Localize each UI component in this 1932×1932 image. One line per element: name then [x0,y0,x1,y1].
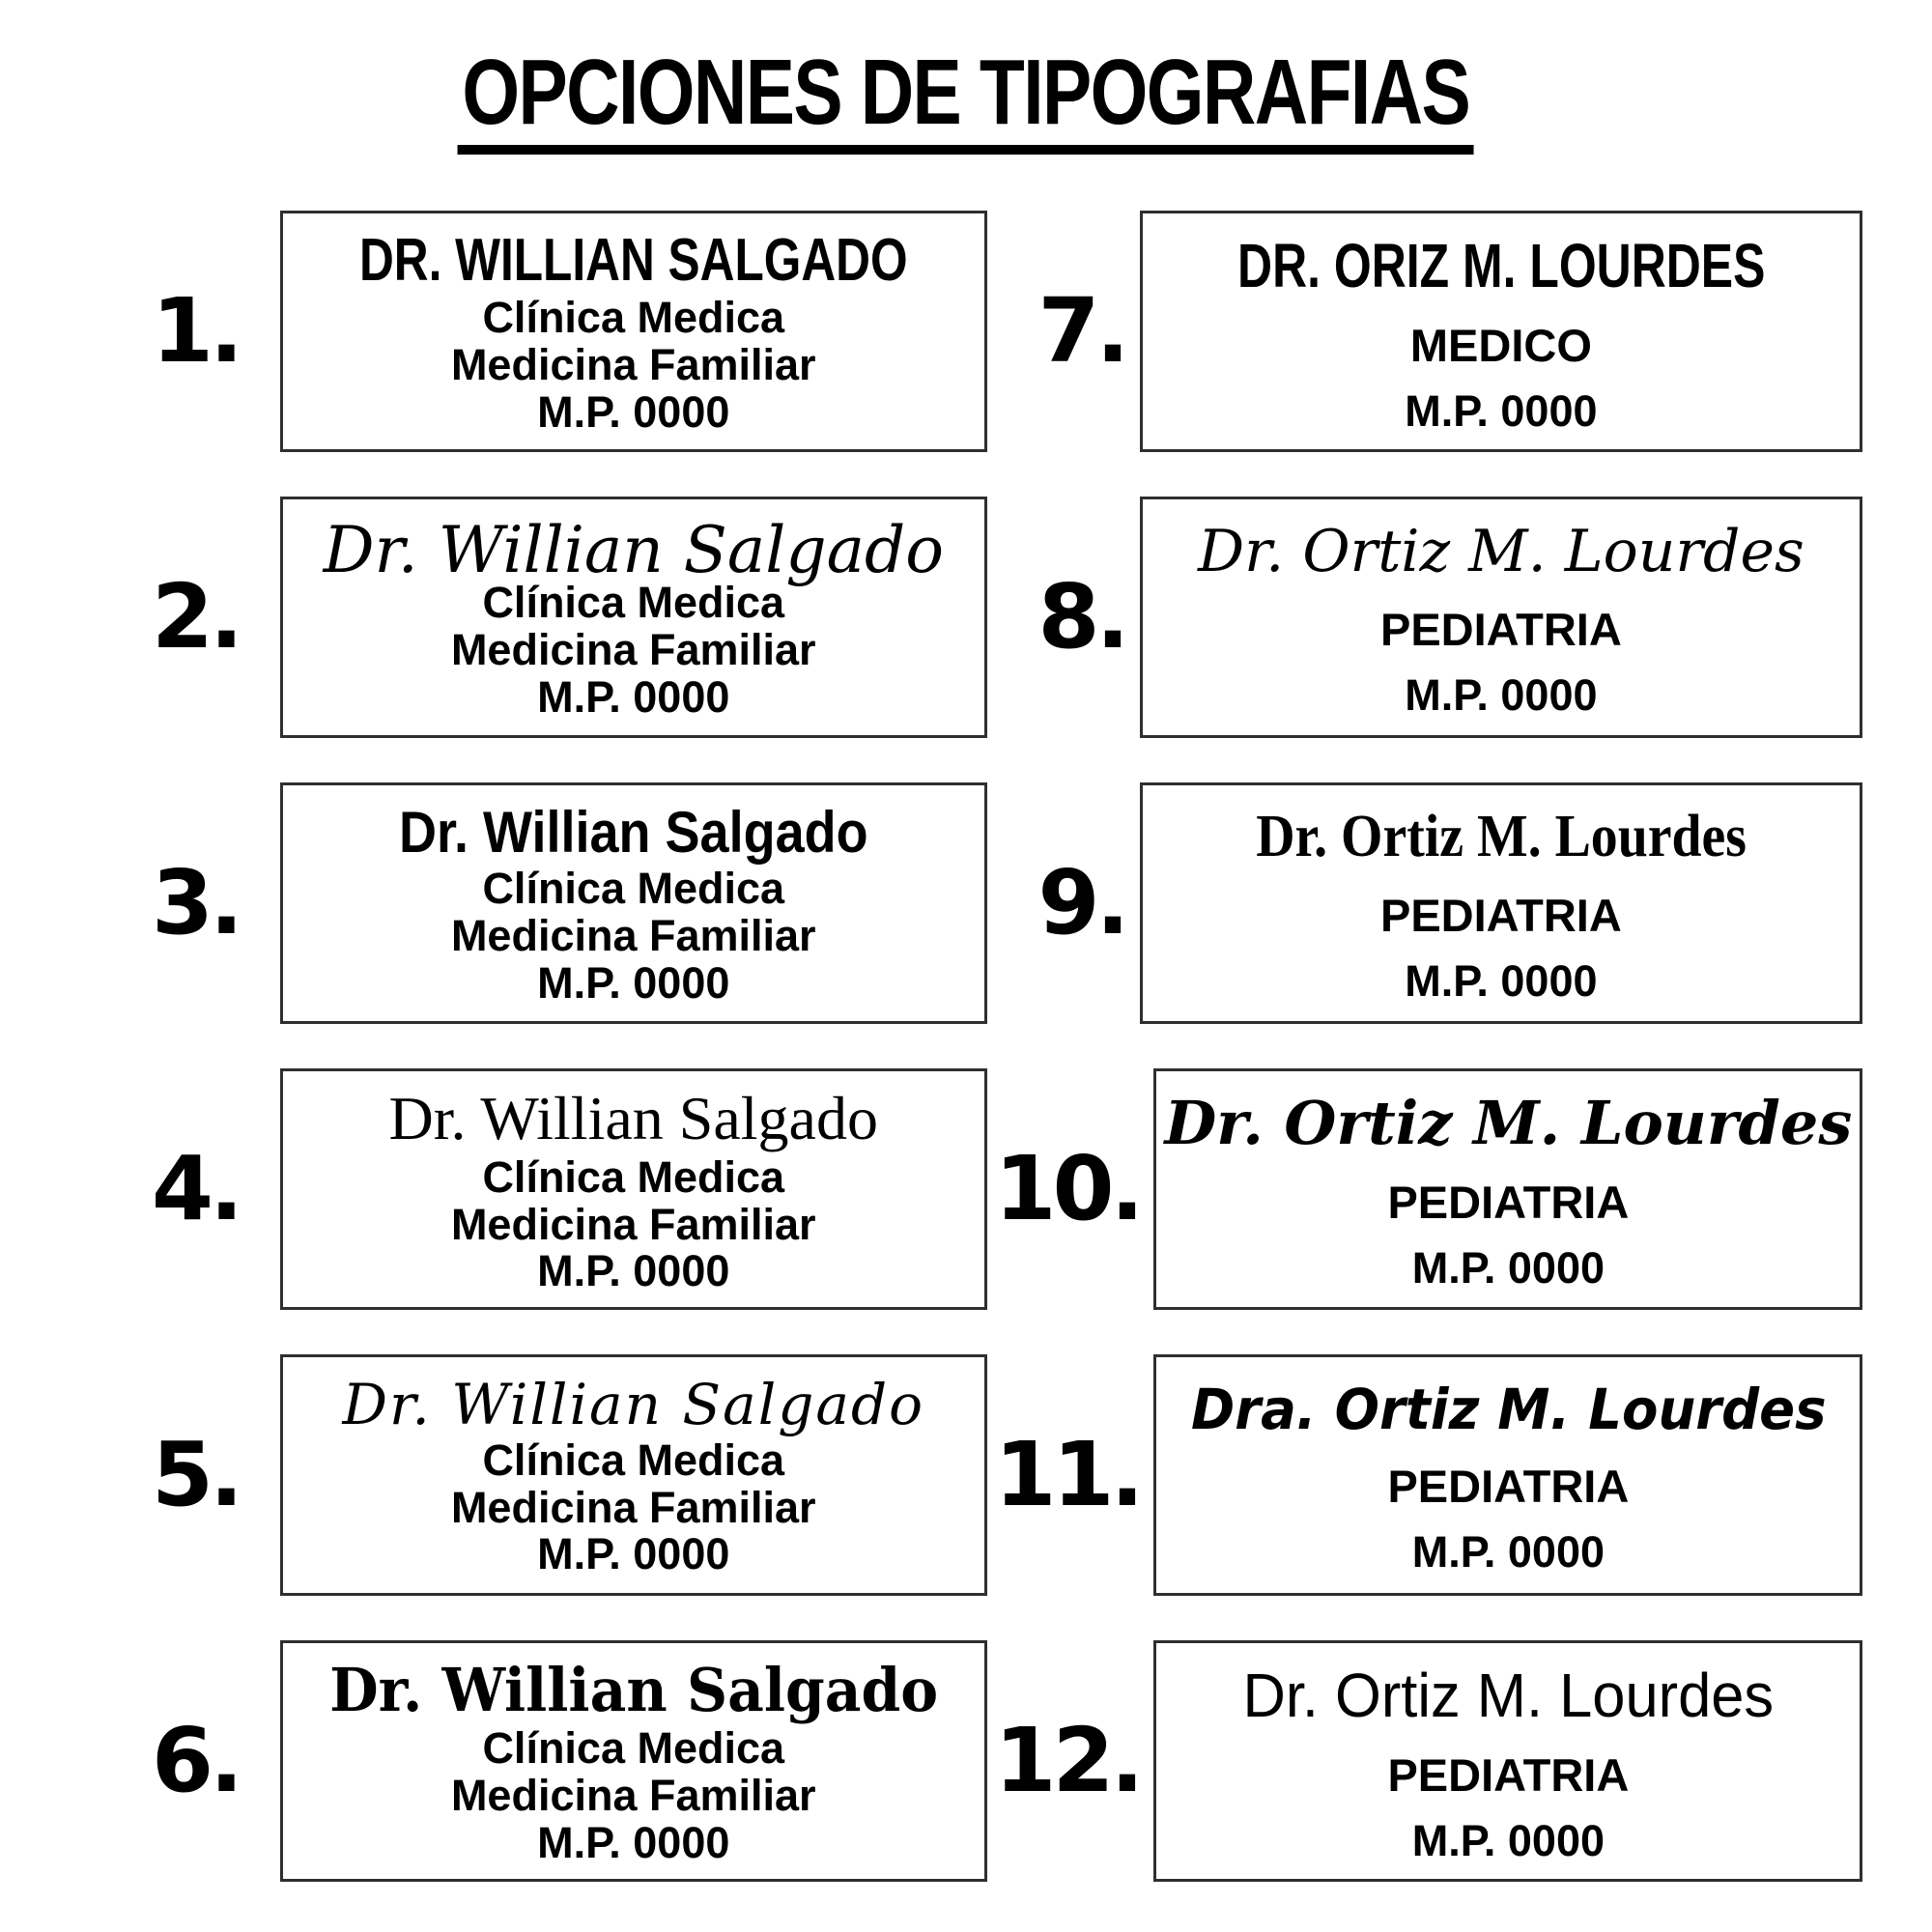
stamp-line: MEDICO [1409,319,1592,371]
option-row-12 [995,1640,1863,1882]
option-number: 3. [152,851,240,955]
stamp-line: M.P. 0000 [537,1817,730,1867]
page-title: OPCIONES DE TIPOGRAFIAS [458,44,1474,155]
stamp-name: DR. WILLIAN SALGADO [358,227,908,295]
option-row-2 [126,497,987,738]
stamp-line: M.P. 0000 [1405,956,1598,1007]
stamp-name: Dr. Ortiz M. Lourdes [1197,517,1804,585]
option-row-1 [126,211,987,452]
stamp-line: M.P. 0000 [537,671,730,722]
stamp-line: M.P. 0000 [1411,1526,1605,1577]
header [0,0,1932,155]
option-number: 2. [152,565,240,669]
option-row-8 [995,497,1863,738]
stamp-name: Dr. Willian Salgado [328,1655,938,1726]
option-number: 6. [152,1709,240,1813]
stamp-box-1 [280,211,987,452]
stamp-line: Clínica Medica [482,578,785,628]
option-row-6 [126,1640,987,1882]
stamp-box-11 [1153,1354,1862,1596]
options-column-left [126,211,987,1882]
stamp-line: Clínica Medica [482,864,785,914]
stamp-box-5 [280,1354,987,1596]
stamp-line: M.P. 0000 [1411,1243,1605,1293]
stamp-name: Dr. Ortiz M. Lourdes [1255,804,1747,870]
option-number: 1. [152,279,240,384]
stamp-line: Clínica Medica [482,1151,785,1202]
stamp-line: PEDIATRIA [1379,890,1622,942]
stamp-line: Medicina Familiar [450,1771,816,1821]
stamp-line: M.P. 0000 [1405,669,1598,720]
stamp-line: Medicina Familiar [450,625,816,675]
stamp-name: Dr. Willian Salgado [342,1371,924,1437]
stamp-line: M.P. 0000 [1405,385,1598,436]
stamp-line: Medicina Familiar [450,911,816,961]
stamp-box-2 [280,497,987,738]
stamp-line: Clínica Medica [482,1723,785,1774]
stamp-line: M.P. 0000 [537,1529,730,1579]
stamp-name: Dr. Ortiz M. Lourdes [1242,1660,1775,1730]
stamp-line: PEDIATRIA [1387,1748,1630,1801]
stamp-name: Dr. Willian Salgado [398,800,868,866]
option-row-5 [126,1354,987,1596]
stamp-box-4 [280,1068,987,1310]
option-row-11 [995,1354,1863,1596]
option-number: 4. [152,1137,240,1241]
stamp-line: PEDIATRIA [1387,1177,1630,1229]
option-row-4 [126,1068,987,1310]
stamp-line: Clínica Medica [482,293,785,343]
stamp-line: Medicina Familiar [450,340,816,390]
stamp-line: Medicina Familiar [450,1199,816,1249]
option-number: 9. [1037,851,1126,955]
option-number: 10. [994,1137,1141,1241]
stamp-line: M.P. 0000 [537,386,730,437]
stamp-box-9 [1140,782,1863,1024]
stamp-name: Dr. Willian Salgado [323,513,944,588]
stamp-line: PEDIATRIA [1379,603,1622,655]
options-grid [126,211,1853,1882]
option-number: 11. [994,1423,1141,1527]
stamp-name: Dra. Ortiz M. Lourdes [1190,1376,1827,1442]
stamp-line: M.P. 0000 [537,957,730,1008]
stamp-line: M.P. 0000 [537,1246,730,1296]
options-column-right [995,211,1863,1882]
option-number: 5. [152,1423,240,1527]
stamp-name: Dr. Willian Salgado [388,1083,878,1152]
stamp-box-12 [1153,1640,1862,1882]
option-row-10 [995,1068,1863,1310]
option-row-3 [126,782,987,1024]
stamp-box-8 [1140,497,1863,738]
option-number: 7. [1037,279,1126,384]
option-number: 8. [1037,565,1126,669]
stamp-name: Dr. Ortiz M. Lourdes [1164,1088,1853,1159]
stamp-box-3 [280,782,987,1024]
stamp-line: Clínica Medica [482,1435,785,1485]
stamp-line: PEDIATRIA [1387,1460,1630,1512]
stamp-line: Medicina Familiar [450,1482,816,1532]
stamp-box-10 [1153,1068,1862,1310]
stamp-box-7 [1140,211,1863,452]
stamp-line: M.P. 0000 [1411,1815,1605,1865]
option-row-7 [995,211,1863,452]
stamp-box-6 [280,1640,987,1882]
option-number: 12. [994,1709,1141,1813]
option-row-9 [995,782,1863,1024]
stamp-name: DR. ORIZ M. LOURDES [1236,230,1766,300]
